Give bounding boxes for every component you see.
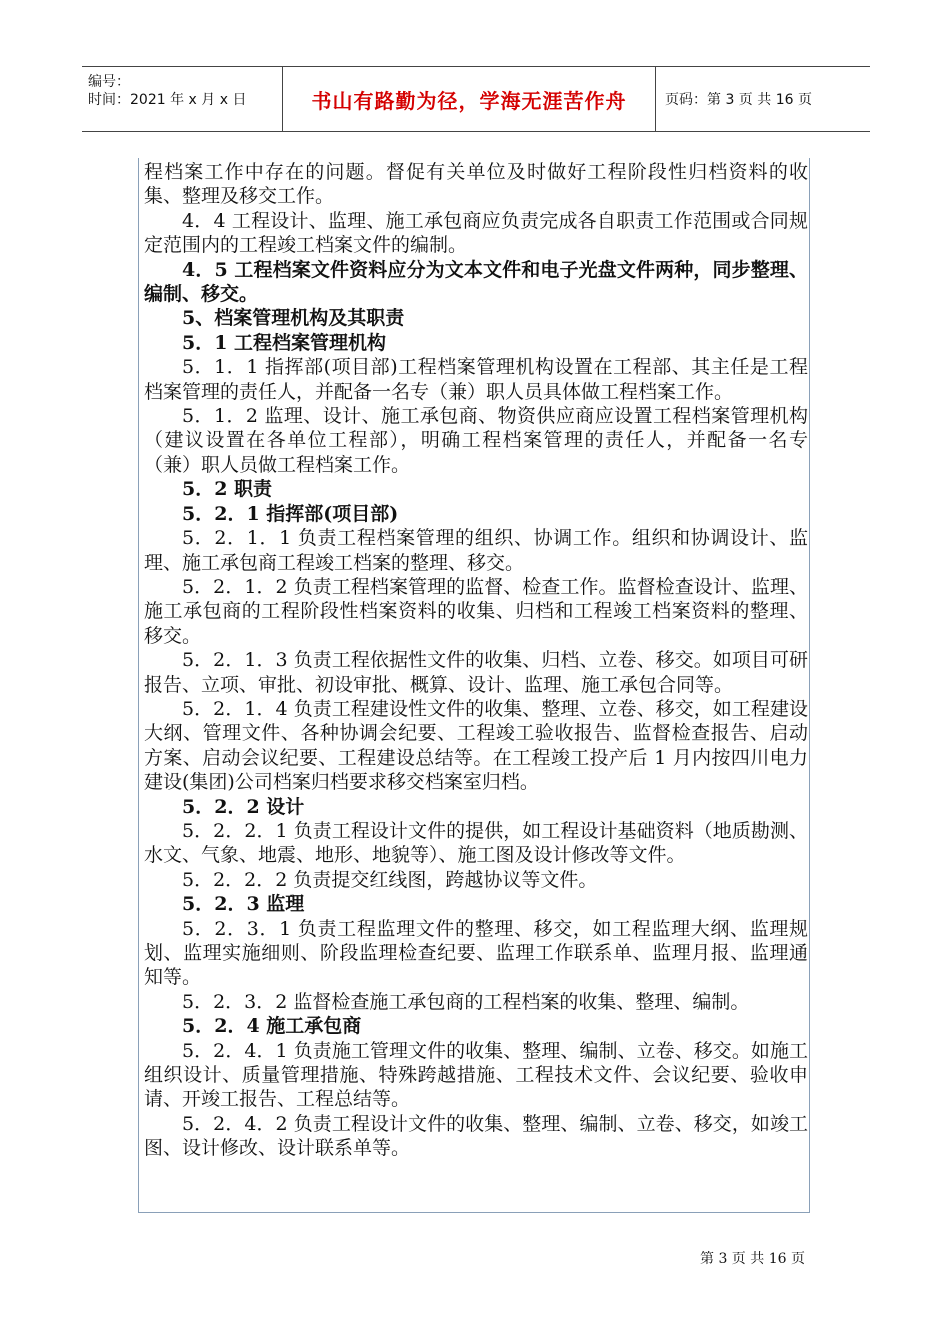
paragraph: 5．2．2．2 负责提交红线图，跨越协议等文件。 [182,868,598,891]
paragraph: 程档案工作中存在的问题。督促有关单位及时做好工程阶段性归档资料的收集、整理及移交工作。 [144,161,808,208]
paragraph: 5．2．2．1 负责工程设计文件的提供，如工程设计基础资料（地质勘测、水文、气象、地震、地形、地貌等）、施工图及设计修改等文件。 [144,819,808,867]
header-page-cell [655,67,870,131]
motto-text: 书山有路勤为径，学海无涯苦作舟 [311,88,627,113]
header-motto-cell [282,67,656,131]
paragraph: 5．1．2 监理、设计、施工承包商、物资供应商应设置工程档案管理机构（建议设置在各单位工程部），明确工程档案管理的责任人，并配备一名专（兼）职人员做工程档案工作。 [144,405,808,476]
section-heading: 5．2 职责 [182,478,273,501]
paragraph: 4．4 工程设计、监理、施工承包商应负责完成各自职责工作范围或合同规定范围内的工程竣工档案文件的编制。 [144,209,808,257]
paragraph: 5．1．1 指挥部(项目部)工程档案管理机构设置在工程部、其主任是工程档案管理的责任人，并配备一名专（兼）职人员具体做工程档案工作。 [144,356,808,403]
page-header [82,66,870,132]
section-heading: 5．2．2 设计 [182,795,305,818]
section-heading: 5．2．3 监理 [182,893,305,916]
paragraph: 5．2．1．2 负责工程档案管理的监督、检查工作。监督检查设计、监理、施工承包商的工程阶段性档案资料的收集、归档和工程竣工档案资料的整理、移交。 [144,575,808,647]
paragraph: 5．2．1．3 负责工程依据性文件的收集、归档、立卷、移交。如项目可研报告、立项、审批、初设审批、概算、设计、监理、施工承包合同等。 [144,649,808,696]
time-label: 时间：2021 年 x 月 x 日 [88,92,247,108]
paragraph: 5．2．1．1 负责工程档案管理的组织、协调工作。组织和协调设计、监理、施工承包商工程竣工档案的整理、移交。 [144,527,808,574]
section-heading: 5．2．4 施工承包商 [182,1015,362,1038]
section-heading: 5、档案管理机构及其职责 [182,307,405,330]
section-heading: 5．2．1 指挥部(项目部) [182,502,399,525]
page-footer: 第 3 页 共 16 页 [700,1251,805,1267]
section-heading: 5．1 工程档案管理机构 [182,331,387,354]
document-body [144,160,808,1161]
code-label: 编号： [88,74,130,90]
paragraph: 5．2．4．1 负责施工管理文件的收集、整理、编制、立卷、移交。如施工组织设计、质量管理措施、特殊跨越措施、工程技术文件、会议纪要、验收申请、开竣工报告、工程总结等。 [144,1039,808,1111]
paragraph-bold: 4．5 工程档案文件资料应分为文本文件和电子光盘文件两种，同步整理、编制、移交。 [144,258,808,306]
paragraph: 5．2．3．2 监督检查施工承包商的工程档案的收集、整理、编制。 [182,990,750,1013]
paragraph: 5．2．4．2 负责工程设计文件的收集、整理、编制、立卷、移交，如竣工图、设计修改、设计联系单等。 [144,1112,808,1160]
header-meta [82,67,282,131]
paragraph: 5．2．3．1 负责工程监理文件的整理、移交，如工程监理大纲、监理规划、监理实施细则、阶段监理检查纪要、监理工作联系单、监理月报、监理通知等。 [144,917,808,989]
paragraph: 5．2．1．4 负责工程建设性文件的收集、整理、立卷、移交，如工程建设大纲、管理文件、各种协调会纪要、工程竣工验收报告、监督检查报告、启动方案、启动会议纪要、工程建设总结等。在工程竣工投产后 1 月内按四川电力建设(集团)公司档案归档要求移交档案室归档。 [144,697,808,794]
page-label: 页码：第 3 页 共 16 页 [665,92,812,108]
